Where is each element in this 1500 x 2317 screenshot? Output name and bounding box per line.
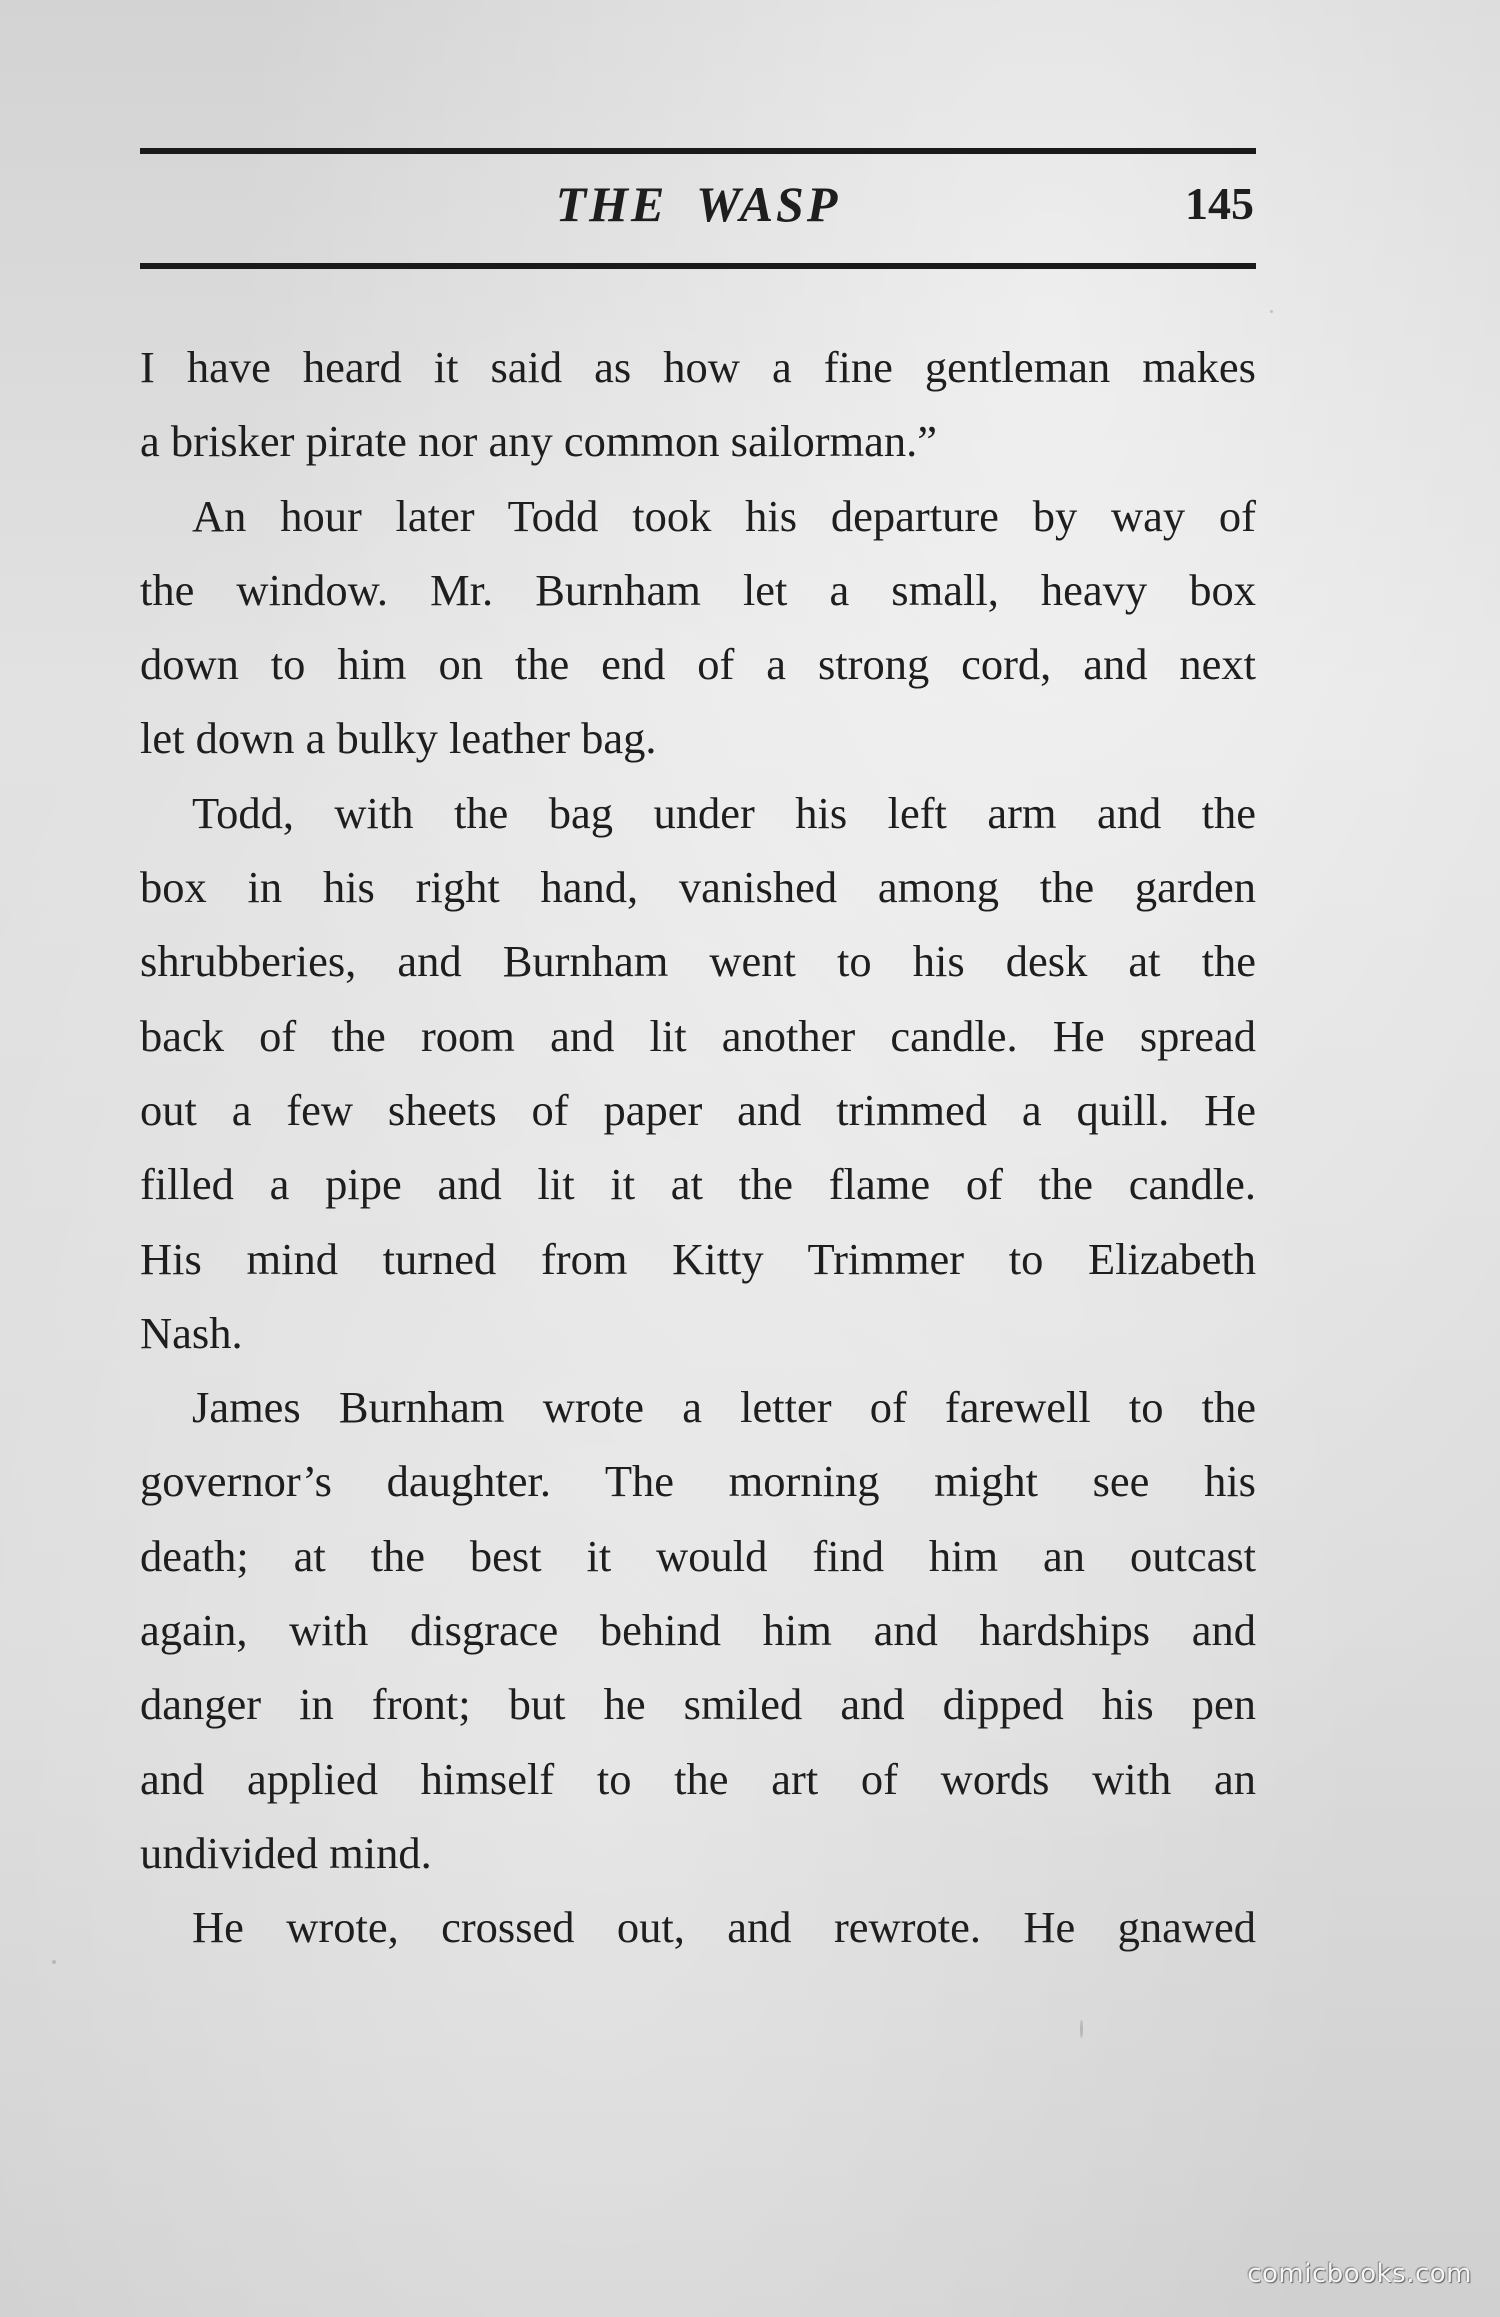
text-line: Todd, with the bag under his left arm and the xyxy=(192,787,1256,838)
text-line: box in his right hand, vanished among the garden xyxy=(140,862,1256,913)
body-text xyxy=(140,330,1256,1965)
text-line: filled a pipe and lit it at the flame of the candle. xyxy=(140,1159,1256,1210)
text-line: the window. Mr. Burnham let a small, heavy box xyxy=(140,564,1256,615)
text-line: He wrote, crossed out, and rewrote. He gnawed xyxy=(192,1902,1256,1953)
header-bottom-rule xyxy=(140,263,1256,269)
header-top-rule xyxy=(140,148,1256,154)
text-line: back of the room and lit another candle. He spread xyxy=(140,1010,1256,1061)
paper-speck xyxy=(1270,310,1273,313)
text-line: let down a bulky leather bag. xyxy=(140,713,657,764)
text-line: I have heard it said as how a fine gentleman makes xyxy=(140,342,1256,392)
text-line: His mind turned from Kitty Trimmer to Elizabeth xyxy=(140,1233,1256,1284)
text-line: again, with disgrace behind him and hardships and xyxy=(140,1605,1256,1656)
text-line: shrubberies, and Burnham went to his desk at the xyxy=(140,936,1256,987)
text-line: out a few sheets of paper and trimmed a quill. He xyxy=(140,1084,1256,1135)
running-head xyxy=(140,170,1256,250)
page-number: 145 xyxy=(1185,178,1254,229)
text-line: Nash. xyxy=(140,1307,243,1358)
site-watermark: comicbooks.com xyxy=(1247,2259,1472,2289)
text-line: An hour later Todd took his departure by way of xyxy=(192,490,1256,541)
paper-speck xyxy=(52,1960,56,1964)
text-line: a brisker pirate nor any common sailorman.” xyxy=(140,416,938,467)
text-line: undivided mind. xyxy=(140,1827,432,1878)
text-line: James Burnham wrote a letter of farewell to the xyxy=(192,1382,1256,1433)
paper-speck xyxy=(1080,2020,1083,2038)
text-line: governor’s daughter. The morning might see his xyxy=(140,1456,1256,1507)
text-line: and applied himself to the art of words with an xyxy=(140,1753,1256,1804)
text-line: death; at the best it would find him an outcast xyxy=(140,1530,1256,1581)
text-line: down to him on the end of a strong cord, and next xyxy=(140,639,1256,690)
text-line: danger in front; but he smiled and dipped his pen xyxy=(140,1679,1256,1730)
running-title: THE WASP xyxy=(555,176,841,232)
